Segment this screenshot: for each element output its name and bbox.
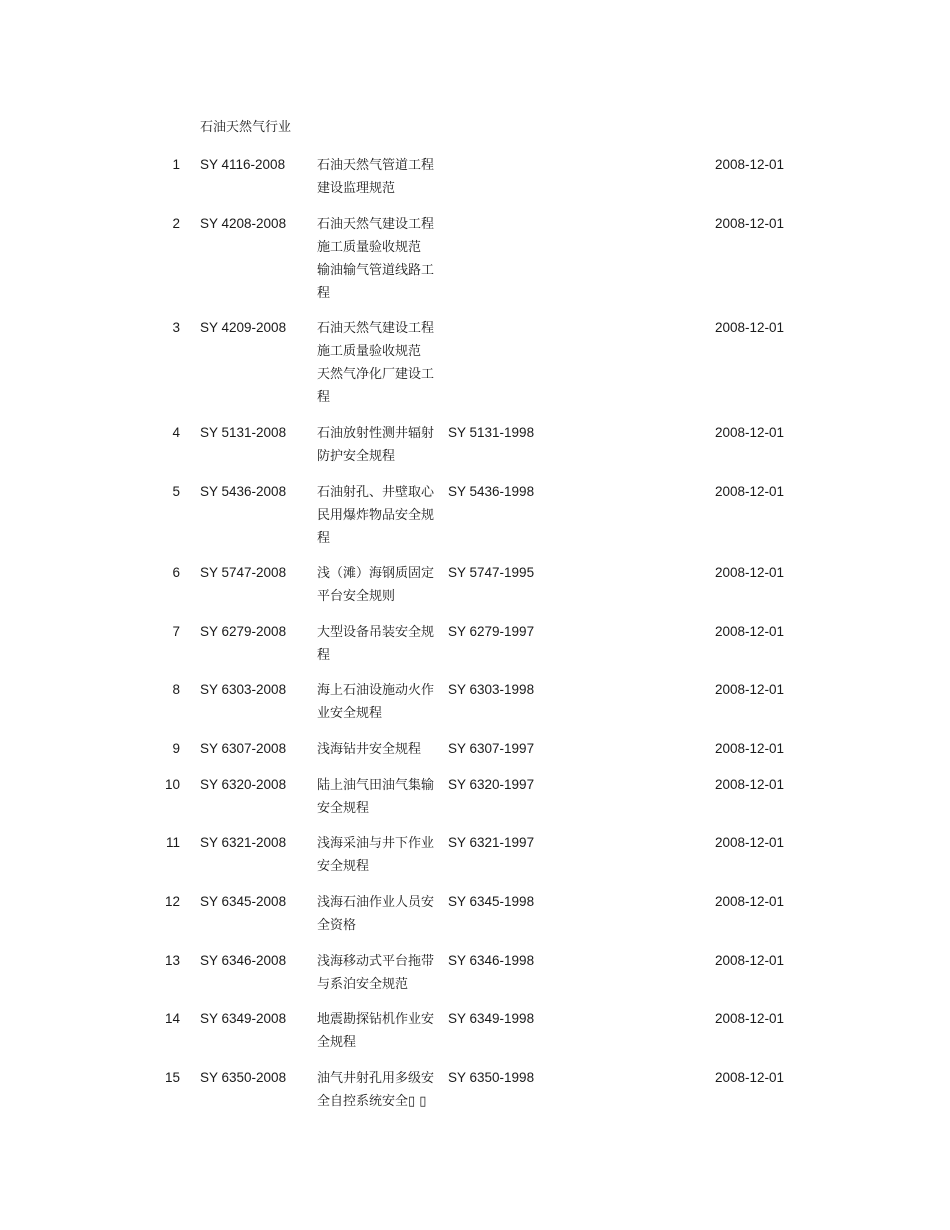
standard-title-line: 油气井射孔用多级安 <box>317 1071 435 1086</box>
standard-title-line: 输油输气管道线路工 <box>317 263 435 278</box>
replaced-standard-code: SY 6350-1998 <box>448 1070 535 1085</box>
effective-date: 2008-12-01 <box>715 484 785 499</box>
standard-code: SY 5436-2008 <box>200 484 287 499</box>
standard-code: SY 4209-2008 <box>200 320 287 335</box>
standard-code: SY 5131-2008 <box>200 425 287 440</box>
row-number: 15 <box>164 1070 180 1085</box>
standard-code: SY 6321-2008 <box>200 835 287 850</box>
effective-date: 2008-12-01 <box>715 425 785 440</box>
standard-title-line: 安全规程 <box>317 859 370 874</box>
row-number: 10 <box>164 777 180 792</box>
standard-code: SY 4116-2008 <box>200 157 286 172</box>
standard-title-line: 海上石油设施动火作 <box>317 683 435 698</box>
effective-date: 2008-12-01 <box>715 565 785 580</box>
effective-date: 2008-12-01 <box>715 777 785 792</box>
standard-title-line: 民用爆炸物品安全规 <box>317 508 435 523</box>
standard-title-line: 石油射孔、井壁取心 <box>317 485 435 500</box>
row-number: 14 <box>164 1011 180 1026</box>
replaced-standard-code: SY 6307-1997 <box>448 741 535 756</box>
replaced-standard-code: SY 6303-1998 <box>448 682 535 697</box>
standard-title <box>317 1067 439 1113</box>
standard-title-line: 石油放射性测井辐射 <box>317 426 435 441</box>
standard-title <box>317 679 439 725</box>
row-number: 3 <box>172 320 180 335</box>
standard-title-line: 地震勘探钻机作业安 <box>317 1012 435 1027</box>
effective-date: 2008-12-01 <box>715 953 785 968</box>
standard-title-line: 石油天然气管道工程 <box>317 158 435 173</box>
standard-title-line: 程 <box>317 531 331 546</box>
standard-title-line: 安全规程 <box>317 801 370 816</box>
standard-title-line: 程 <box>317 390 331 405</box>
standard-code: SY 6307-2008 <box>200 741 287 756</box>
effective-date: 2008-12-01 <box>715 835 785 850</box>
standard-title-line: 浅海钻井安全规程 <box>317 742 422 757</box>
standard-title-line: 程 <box>317 648 331 663</box>
standard-code: SY 6320-2008 <box>200 777 287 792</box>
standard-title-line: 业安全规程 <box>317 706 383 721</box>
standard-title-line: 天然气净化厂建设工 <box>317 367 435 382</box>
replaced-standard-code: SY 5747-1995 <box>448 565 535 580</box>
standard-title <box>317 621 439 667</box>
replaced-standard-code: SY 5131-1998 <box>448 425 535 440</box>
standard-title-line: 全规程 <box>317 1035 357 1050</box>
replaced-standard-code: SY 6349-1998 <box>448 1011 535 1026</box>
standard-code: SY 6279-2008 <box>200 624 287 639</box>
standard-title <box>317 738 439 761</box>
standard-title-line: 防护安全规程 <box>317 449 396 464</box>
standard-title <box>317 774 439 820</box>
row-number: 7 <box>172 624 180 639</box>
effective-date: 2008-12-01 <box>715 682 785 697</box>
standard-code: SY 6350-2008 <box>200 1070 287 1085</box>
row-number: 5 <box>172 484 180 499</box>
replaced-standard-code: SY 6346-1998 <box>448 953 535 968</box>
effective-date: 2008-12-01 <box>715 157 785 172</box>
replaced-standard-code: SY 6279-1997 <box>448 624 535 639</box>
standard-title-line: 石油天然气建设工程 <box>317 217 435 232</box>
standard-title-line: 与系泊安全规范 <box>317 977 409 992</box>
standard-title-line: 全自控系统安全▯ ▯ <box>317 1094 427 1109</box>
standard-title-line: 浅海石油作业人员安 <box>317 895 435 910</box>
row-number: 4 <box>172 425 180 440</box>
standard-title-line: 陆上油气田油气集输 <box>317 778 435 793</box>
section-heading: 石油天然气行业 <box>200 120 292 135</box>
row-number: 8 <box>172 682 180 697</box>
standard-title <box>317 213 439 305</box>
row-number: 6 <box>172 565 180 580</box>
replaced-standard-code: SY 6321-1997 <box>448 835 535 850</box>
standard-title-line: 石油天然气建设工程 <box>317 321 435 336</box>
standard-code: SY 6349-2008 <box>200 1011 287 1026</box>
standard-title <box>317 422 439 468</box>
standard-title <box>317 481 439 550</box>
standard-title <box>317 317 439 409</box>
standard-title-line: 施工质量验收规范 <box>317 240 422 255</box>
standard-code: SY 6345-2008 <box>200 894 287 909</box>
effective-date: 2008-12-01 <box>715 624 785 639</box>
effective-date: 2008-12-01 <box>715 320 785 335</box>
row-number: 9 <box>172 741 180 756</box>
standard-code: SY 6303-2008 <box>200 682 287 697</box>
standard-title-line: 浅海采油与井下作业 <box>317 836 435 851</box>
standard-title-line: 平台安全规则 <box>317 589 396 604</box>
standard-title <box>317 891 439 937</box>
standard-code: SY 5747-2008 <box>200 565 287 580</box>
standard-title <box>317 154 439 200</box>
effective-date: 2008-12-01 <box>715 894 785 909</box>
standard-title <box>317 562 439 608</box>
standard-title-line: 浅海移动式平台拖带 <box>317 954 435 969</box>
standard-code: SY 6346-2008 <box>200 953 287 968</box>
standard-title-line: 浅（滩）海钢质固定 <box>317 566 435 581</box>
effective-date: 2008-12-01 <box>715 1070 785 1085</box>
effective-date: 2008-12-01 <box>715 216 785 231</box>
standard-code: SY 4208-2008 <box>200 216 287 231</box>
row-number: 2 <box>172 216 180 231</box>
row-number: 12 <box>164 894 180 909</box>
standard-title-line: 程 <box>317 286 331 301</box>
replaced-standard-code: SY 5436-1998 <box>448 484 535 499</box>
standard-title-line: 施工质量验收规范 <box>317 344 422 359</box>
effective-date: 2008-12-01 <box>715 741 785 756</box>
row-number: 1 <box>172 157 180 172</box>
replaced-standard-code: SY 6320-1997 <box>448 777 535 792</box>
standard-title <box>317 832 439 878</box>
replaced-standard-code: SY 6345-1998 <box>448 894 535 909</box>
standard-title-line: 大型设备吊装安全规 <box>317 625 435 640</box>
effective-date: 2008-12-01 <box>715 1011 785 1026</box>
standard-title-line: 全资格 <box>317 918 357 933</box>
row-number: 13 <box>164 953 180 968</box>
row-number: 11 <box>165 835 180 850</box>
standard-title-line: 建设监理规范 <box>317 181 396 196</box>
standard-title <box>317 950 439 996</box>
standard-title <box>317 1008 439 1054</box>
